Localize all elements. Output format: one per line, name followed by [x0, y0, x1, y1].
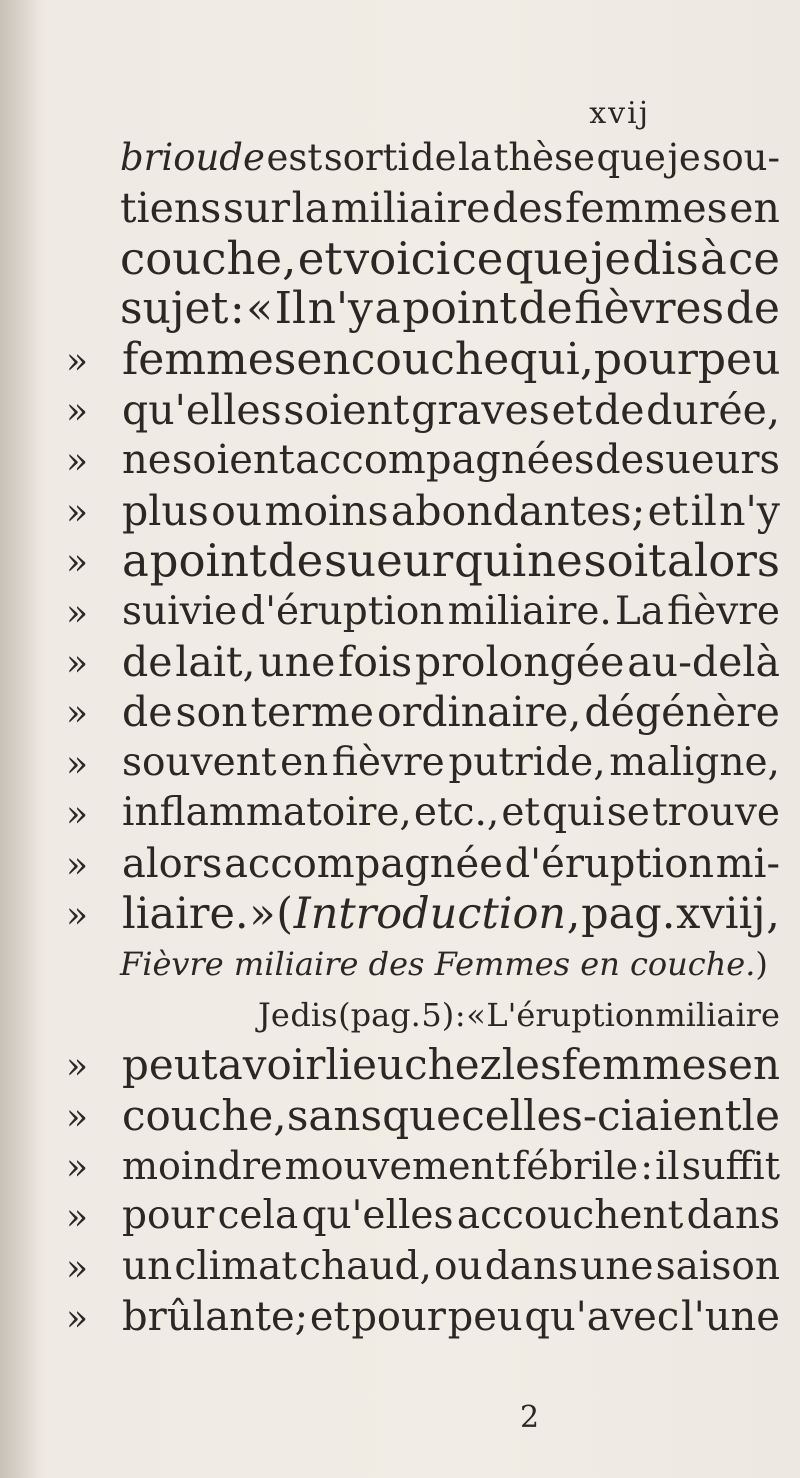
word: accompagnée — [224, 840, 503, 887]
page-number: xvij — [589, 96, 650, 131]
word: l'une — [680, 1294, 780, 1341]
word: xviij — [676, 889, 766, 939]
word: climat — [174, 1243, 298, 1289]
quote-mark: » — [66, 794, 89, 836]
word: la — [291, 184, 330, 233]
word: d'éruption — [504, 840, 715, 887]
word: Je — [258, 995, 290, 1034]
word: une — [580, 1243, 654, 1289]
word: tiens — [120, 184, 222, 233]
word: voici — [343, 231, 451, 285]
word: je — [667, 136, 701, 179]
word: de — [122, 688, 173, 737]
word: souvent — [122, 739, 277, 785]
word: fébrile — [512, 1144, 639, 1188]
quote-mark: » — [66, 1096, 89, 1138]
quote-mark: » — [66, 340, 89, 382]
word: sujet — [120, 283, 229, 335]
word: les — [501, 1040, 562, 1090]
word: femmes — [122, 333, 297, 385]
word: miliaire. — [447, 588, 612, 634]
word: couche, — [120, 231, 297, 285]
word: peut — [122, 1040, 218, 1090]
word: suffit — [681, 1144, 780, 1188]
word: dis — [632, 231, 699, 285]
word: sueur — [324, 534, 454, 588]
quote-mark: » — [66, 844, 89, 886]
word: lait, — [175, 638, 256, 686]
text-segment: ) — [755, 945, 768, 984]
word: inflammatoire, — [122, 790, 412, 836]
word: sorti — [323, 136, 410, 179]
word: est — [266, 136, 323, 179]
quote-mark: » — [66, 391, 89, 432]
word: qui — [454, 534, 527, 588]
word: liaire. — [122, 889, 249, 939]
word: et — [501, 790, 541, 836]
page-gutter-shadow — [0, 0, 46, 1478]
word: : — [229, 283, 245, 335]
word: plus — [122, 486, 209, 535]
word: qui — [542, 790, 605, 836]
word: que — [596, 136, 666, 179]
quote-mark: » — [66, 1247, 89, 1289]
word: chez — [404, 1040, 502, 1090]
word: une — [258, 638, 336, 686]
word: de — [594, 437, 645, 484]
signature-mark: 2 — [520, 1400, 540, 1435]
word: dégénère — [584, 688, 780, 737]
word: : — [640, 1144, 654, 1188]
word: aient — [634, 1090, 742, 1140]
word: soit — [583, 534, 667, 588]
word: celles-ci — [461, 1090, 635, 1140]
word: de — [725, 283, 780, 335]
word: ne — [527, 534, 583, 588]
word: d'éruption — [240, 588, 445, 634]
word: qui, — [509, 333, 594, 385]
word: en — [729, 184, 780, 233]
word: lieu — [325, 1040, 405, 1090]
word: et — [647, 486, 689, 535]
word: pour — [593, 333, 698, 385]
word: ce — [728, 231, 780, 285]
word: 5) — [421, 995, 455, 1034]
quote-mark: » — [66, 743, 89, 785]
word: prolongée — [414, 638, 625, 686]
word: couche, — [122, 1090, 287, 1140]
word: mouvement — [284, 1144, 511, 1188]
word: que — [382, 1090, 462, 1140]
word: graves — [411, 386, 550, 434]
word: n'y — [719, 486, 780, 535]
word: Introduction — [293, 889, 567, 939]
word: abondantes; — [390, 486, 646, 535]
word: peu — [697, 333, 781, 385]
word: couche — [350, 333, 510, 385]
word: son — [175, 688, 248, 737]
word: ne — [122, 437, 172, 484]
word: pag. — [581, 889, 676, 939]
word: miliaire — [330, 184, 491, 233]
word: se — [606, 790, 650, 836]
word: ce — [451, 231, 504, 285]
word: : — [454, 995, 466, 1034]
word: femmes — [561, 1040, 729, 1090]
word: il — [655, 1144, 680, 1188]
word: ordinaire, — [376, 688, 582, 737]
text-line — [122, 1287, 780, 1347]
word: fièvre — [667, 588, 780, 634]
word: le — [741, 1090, 780, 1140]
word: à — [699, 231, 727, 285]
word: de — [518, 283, 573, 335]
word: et — [309, 1294, 350, 1341]
word: fièvres — [574, 283, 725, 335]
word: terme — [250, 688, 375, 737]
word: sur — [222, 184, 290, 233]
word: chaud, — [299, 1243, 432, 1289]
quote-mark: » — [66, 643, 89, 684]
word: « — [246, 283, 274, 335]
word: miliaire — [655, 995, 780, 1034]
word: dans — [484, 1243, 579, 1289]
word: de — [410, 136, 457, 179]
word: « — [466, 995, 486, 1034]
word: au-delà — [627, 638, 780, 686]
word: alors — [122, 840, 223, 887]
word: je — [590, 231, 632, 285]
quote-mark: » — [66, 1046, 89, 1088]
word: pour — [351, 1294, 446, 1341]
word: qu'avec — [524, 1294, 680, 1341]
word: il — [690, 486, 717, 535]
word: soient — [283, 386, 410, 434]
word: fois — [338, 638, 413, 686]
word: maligne, — [609, 739, 780, 785]
word: accouchent — [456, 1193, 684, 1239]
word: ou — [433, 1243, 483, 1289]
quote-mark: » — [66, 542, 89, 584]
quote-mark: » — [66, 491, 89, 533]
word: de — [593, 386, 645, 434]
word: qu'elles — [122, 386, 282, 434]
word: accompagnées — [295, 437, 595, 484]
word: point — [149, 534, 268, 588]
word: dis — [290, 995, 338, 1034]
word: brûlante; — [122, 1294, 309, 1341]
word: qu'elles — [301, 1193, 454, 1239]
word: La — [614, 588, 665, 634]
word: , — [766, 889, 780, 939]
word: en — [280, 739, 329, 785]
word: putride, — [448, 739, 606, 785]
word: ( — [276, 889, 294, 939]
word: Il — [274, 283, 307, 335]
word: la — [458, 136, 492, 179]
word: de — [267, 534, 324, 588]
word: , — [566, 889, 581, 939]
quote-mark: » — [66, 441, 89, 483]
word: L'éruption — [486, 995, 655, 1034]
word: peu — [447, 1294, 523, 1341]
word: ou — [211, 486, 263, 535]
word: alors — [667, 534, 780, 588]
word: et — [551, 386, 593, 434]
word: sueurs — [644, 437, 780, 484]
word: moins — [264, 486, 389, 535]
word: saison — [655, 1243, 780, 1289]
word: suivie — [122, 588, 238, 634]
quote-mark: » — [66, 592, 89, 634]
word: durée, — [646, 386, 780, 434]
word: de — [122, 638, 173, 686]
word: n'y — [307, 283, 373, 335]
word: fièvre — [331, 739, 445, 785]
word: dans — [686, 1193, 780, 1239]
word: avoir — [217, 1040, 326, 1090]
word: en — [296, 333, 351, 385]
word: trouve — [651, 790, 780, 836]
word: point — [402, 283, 517, 335]
quote-mark: » — [66, 1197, 89, 1239]
word: pour — [122, 1193, 215, 1239]
text-segment: Fièvre miliaire des Femmes en couche. — [120, 945, 756, 984]
word: femmes — [565, 184, 728, 233]
word: (pag. — [338, 995, 421, 1034]
word: soient — [171, 437, 295, 484]
word: des — [492, 184, 564, 233]
word: » — [249, 889, 276, 939]
quote-mark: » — [66, 1147, 89, 1188]
word: sans — [286, 1090, 383, 1140]
word: brioude — [120, 136, 265, 179]
quote-mark: » — [66, 1298, 89, 1340]
quote-mark: » — [66, 693, 89, 735]
word: moindre — [122, 1144, 283, 1188]
word: en — [728, 1040, 780, 1090]
word: cela — [217, 1193, 299, 1239]
word: sou- — [702, 136, 780, 179]
word: etc., — [413, 790, 500, 836]
word: mi- — [715, 840, 780, 887]
word: a — [374, 283, 401, 335]
quote-mark: » — [66, 895, 89, 936]
word: a — [122, 534, 149, 588]
word: thèse — [493, 136, 595, 179]
word: un — [122, 1243, 173, 1289]
word: que — [504, 231, 590, 285]
word: et — [297, 231, 343, 285]
